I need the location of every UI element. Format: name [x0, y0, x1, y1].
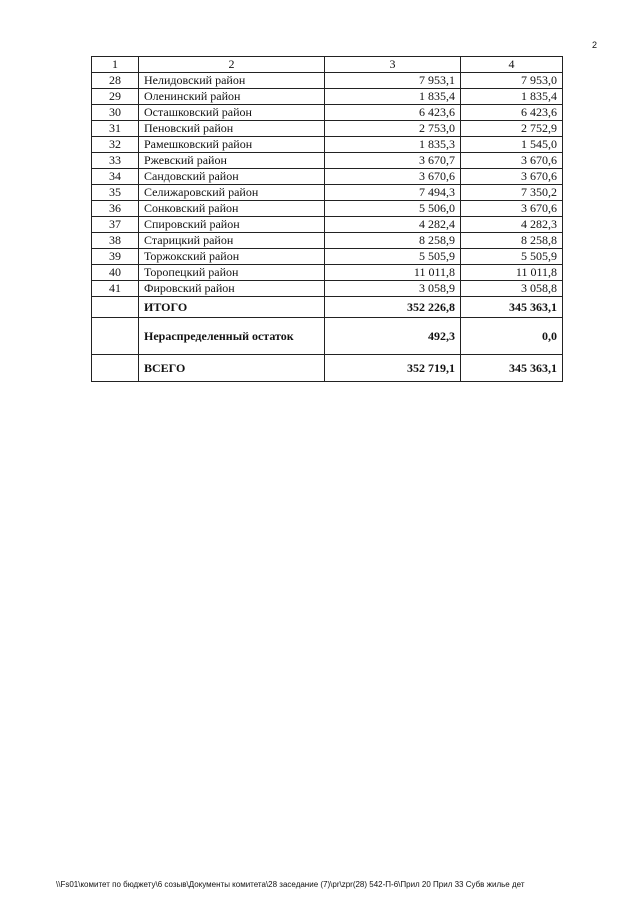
value-col-3: 5 506,0 [325, 201, 461, 217]
table-row [92, 73, 563, 89]
value-col-3: 5 505,9 [325, 249, 461, 265]
value-col-3: 1 835,3 [325, 137, 461, 153]
row-number: 28 [92, 73, 139, 89]
district-name: Ржевский район [139, 153, 325, 169]
table-row [92, 185, 563, 201]
empty-cell [92, 318, 139, 355]
value-col-4: 8 258,8 [461, 233, 563, 249]
table-row [92, 89, 563, 105]
district-name: Сонковский район [139, 201, 325, 217]
row-number: 31 [92, 121, 139, 137]
value-col-4: 4 282,3 [461, 217, 563, 233]
row-number: 32 [92, 137, 139, 153]
district-name: Торжокский район [139, 249, 325, 265]
value-col-4: 3 670,6 [461, 153, 563, 169]
row-number: 41 [92, 281, 139, 297]
district-name: Осташковский район [139, 105, 325, 121]
row-number: 33 [92, 153, 139, 169]
total-row-itogo [92, 297, 563, 318]
table-row [92, 137, 563, 153]
value-col-3: 6 423,6 [325, 105, 461, 121]
total-value-col-4: 345 363,1 [461, 297, 563, 318]
value-col-3: 7 494,3 [325, 185, 461, 201]
table-row [92, 281, 563, 297]
table-row [92, 121, 563, 137]
total-value-col-3: 492,3 [325, 318, 461, 355]
value-col-4: 2 752,9 [461, 121, 563, 137]
value-col-3: 8 258,9 [325, 233, 461, 249]
empty-cell [92, 355, 139, 382]
header-col-3: 3 [325, 57, 461, 73]
table-row [92, 265, 563, 281]
footer-file-path: \\Fs01\комитет по бюджету\6 созыв\Документы комитета\28 заседание (7)\pr\zpr(28) 542-П-6\Прил 20 Прил 33 Субв жилье дет [56, 880, 525, 889]
row-number: 34 [92, 169, 139, 185]
total-label: Нераспределенный остаток [139, 318, 325, 355]
table-row [92, 249, 563, 265]
total-value-col-4: 0,0 [461, 318, 563, 355]
district-name: Оленинский район [139, 89, 325, 105]
value-col-4: 6 423,6 [461, 105, 563, 121]
district-name: Рамешковский район [139, 137, 325, 153]
total-row-remainder [92, 318, 563, 355]
value-col-4: 7 350,2 [461, 185, 563, 201]
page-number: 2 [592, 40, 598, 50]
header-col-1: 1 [92, 57, 139, 73]
district-name: Торопецкий район [139, 265, 325, 281]
table-row [92, 169, 563, 185]
value-col-4: 7 953,0 [461, 73, 563, 89]
value-col-4: 5 505,9 [461, 249, 563, 265]
district-name: Нелидовский район [139, 73, 325, 89]
value-col-3: 4 282,4 [325, 217, 461, 233]
value-col-4: 1 545,0 [461, 137, 563, 153]
value-col-4: 3 058,8 [461, 281, 563, 297]
row-number: 39 [92, 249, 139, 265]
total-value-col-4: 345 363,1 [461, 355, 563, 382]
value-col-3: 2 753,0 [325, 121, 461, 137]
row-number: 30 [92, 105, 139, 121]
header-col-2: 2 [139, 57, 325, 73]
table-header-row [92, 57, 563, 73]
total-value-col-3: 352 719,1 [325, 355, 461, 382]
row-number: 40 [92, 265, 139, 281]
row-number: 37 [92, 217, 139, 233]
budget-table [91, 56, 563, 382]
row-number: 29 [92, 89, 139, 105]
table-row [92, 201, 563, 217]
header-col-4: 4 [461, 57, 563, 73]
total-row-vsego [92, 355, 563, 382]
table-row [92, 217, 563, 233]
district-name: Селижаровский район [139, 185, 325, 201]
district-name: Пеновский район [139, 121, 325, 137]
value-col-3: 3 670,6 [325, 169, 461, 185]
district-name: Старицкий район [139, 233, 325, 249]
value-col-4: 3 670,6 [461, 169, 563, 185]
table-row [92, 105, 563, 121]
empty-cell [92, 297, 139, 318]
value-col-4: 3 670,6 [461, 201, 563, 217]
row-number: 35 [92, 185, 139, 201]
total-label: ВСЕГО [139, 355, 325, 382]
row-number: 38 [92, 233, 139, 249]
value-col-3: 3 670,7 [325, 153, 461, 169]
value-col-4: 1 835,4 [461, 89, 563, 105]
value-col-3: 7 953,1 [325, 73, 461, 89]
value-col-3: 3 058,9 [325, 281, 461, 297]
value-col-4: 11 011,8 [461, 265, 563, 281]
value-col-3: 11 011,8 [325, 265, 461, 281]
table-row [92, 153, 563, 169]
district-name: Сандовский район [139, 169, 325, 185]
total-value-col-3: 352 226,8 [325, 297, 461, 318]
value-col-3: 1 835,4 [325, 89, 461, 105]
district-name: Фировский район [139, 281, 325, 297]
table-row [92, 233, 563, 249]
row-number: 36 [92, 201, 139, 217]
total-label: ИТОГО [139, 297, 325, 318]
district-name: Спировский район [139, 217, 325, 233]
